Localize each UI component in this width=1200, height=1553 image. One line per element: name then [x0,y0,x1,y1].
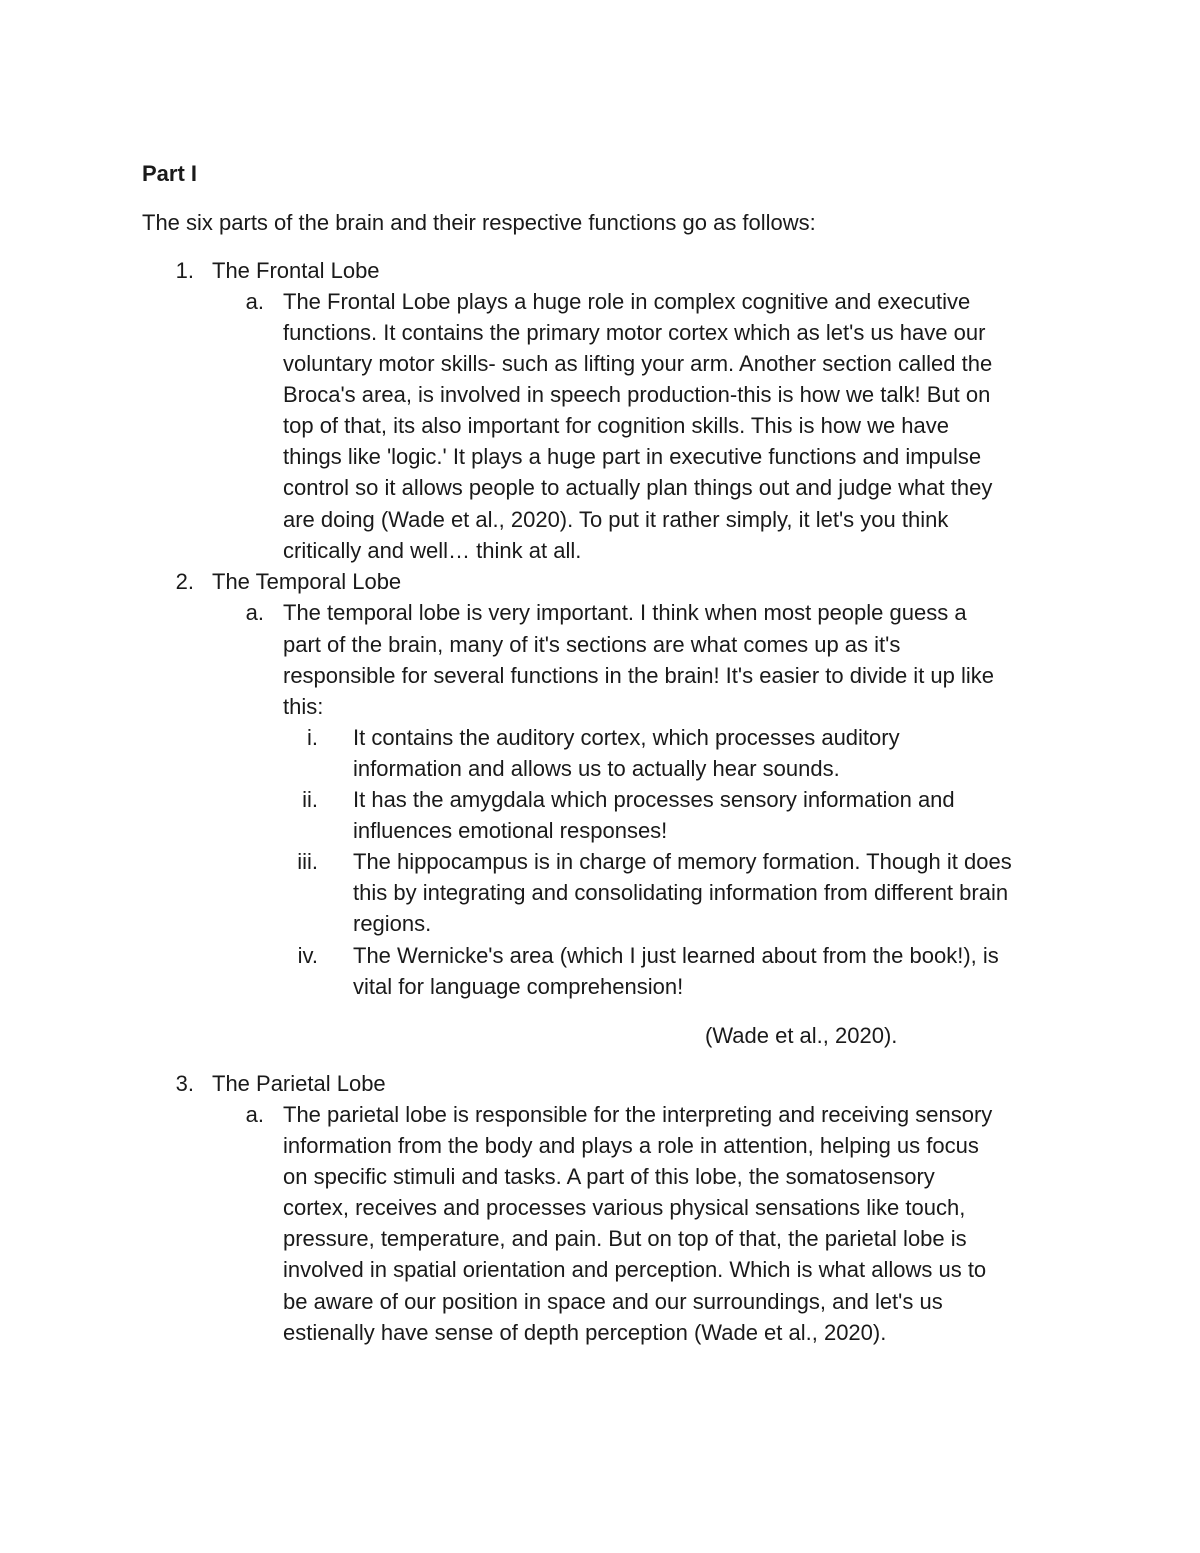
paragraph-line: The temporal lobe is very important. I think when most people guess a [283,600,967,625]
paragraph-line: control so it allows people to actually plan things out and judge what they [283,475,993,500]
paragraph-line: The Frontal Lobe plays a huge role in complex cognitive and executive [283,289,971,314]
paragraph-line: critically and well… think at all. [283,538,582,563]
paragraph-line: be aware of our position in space and our surroundings, and let's us [283,1289,943,1314]
paragraph-line: on specific stimuli and tasks. A part of this lobe, the somatosensory [283,1164,935,1189]
paragraph-line: voluntary motor skills- such as lifting your arm. Another section called the [283,351,993,376]
paragraph-line: this: [283,694,324,719]
paragraph-line: this by integrating and consolidating information from different brain [353,880,1009,905]
paragraph-line: top of that, its also important for cognition skills. This is how we have [283,413,950,438]
paragraph-line: estienally have sense of depth perception (Wade et al., 2020). [283,1320,887,1345]
paragraph-line: regions. [353,911,432,936]
paragraph-line: are doing (Wade et al., 2020). To put it rather simply, it let's you think [283,507,949,532]
paragraph-line: functions. It contains the primary motor cortex which as let's us have our [283,320,986,345]
paragraph-line: information from the body and plays a role in attention, helping us focus [283,1133,979,1158]
roman-marker: iv. [297,943,318,968]
section-title: The Parietal Lobe [212,1071,386,1096]
roman-marker: i. [307,725,318,750]
paragraph-line: The Wernicke's area (which I just learned about from the book!), is [353,943,999,968]
paragraph-line: The hippocampus is in charge of memory formation. Though it does [353,849,1012,874]
list-marker: 1. [175,258,194,283]
section-title: The Temporal Lobe [212,569,402,594]
sublist-marker: a. [245,1102,264,1127]
part-heading: Part I [142,161,198,186]
paragraph-line: involved in spatial orientation and perception. Which is what allows us to [283,1257,987,1282]
intro-text: The six parts of the brain and their respective functions go as follows: [142,210,816,235]
section-title: The Frontal Lobe [212,258,380,283]
citation: (Wade et al., 2020). [705,1023,898,1048]
paragraph-line: influences emotional responses! [353,818,668,843]
paragraph-line: It contains the auditory cortex, which processes auditory [353,725,900,750]
sublist-marker: a. [245,600,264,625]
paragraph-line: Broca's area, is involved in speech production-this is how we talk! But on [283,382,991,407]
paragraph-line: vital for language comprehension! [353,974,684,999]
roman-marker: ii. [302,787,318,812]
sublist-marker: a. [245,289,264,314]
paragraph-line: pressure, temperature, and pain. But on top of that, the parietal lobe is [283,1226,967,1251]
paragraph-line: cortex, receives and processes various physical sensations like touch, [283,1195,966,1220]
roman-marker: iii. [297,849,318,874]
list-marker: 2. [175,569,194,594]
paragraph-line: part of the brain, many of it's sections are what comes up as it's [283,632,901,657]
paragraph-line: It has the amygdala which processes sensory information and [353,787,955,812]
paragraph-line: The parietal lobe is responsible for the interpreting and receiving sensory [283,1102,993,1127]
paragraph-line: things like 'logic.' It plays a huge part in executive functions and impulse [283,444,982,469]
paragraph-line: responsible for several functions in the brain! It's easier to divide it up like [283,663,995,688]
paragraph-line: information and allows us to actually hear sounds. [353,756,840,781]
list-marker: 3. [175,1071,194,1096]
